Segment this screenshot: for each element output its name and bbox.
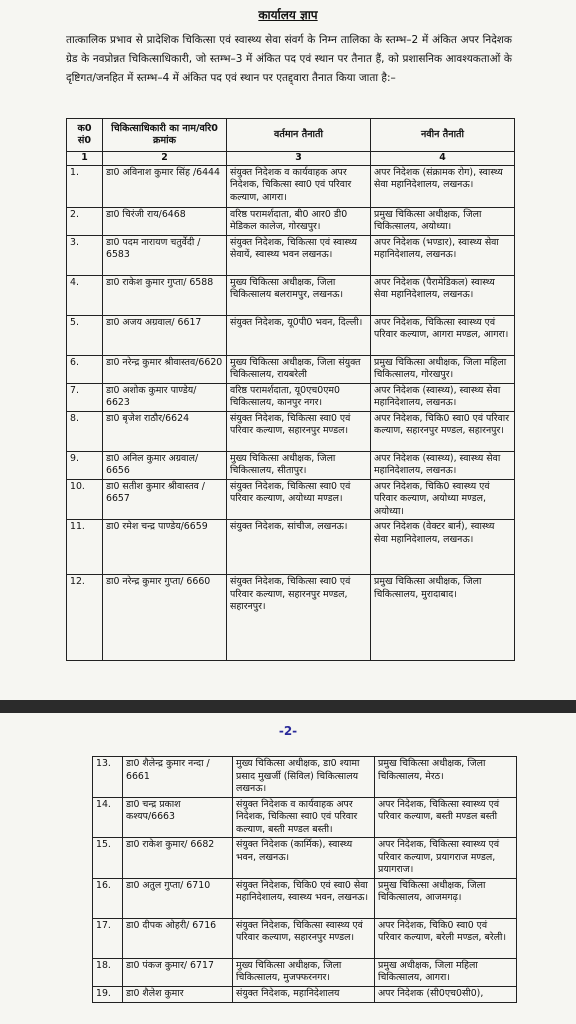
column-number: 1 [67,152,103,166]
cell-officer-name: डा0 राकेश कुमार गुप्ता/ 6588 [103,275,227,315]
table-body-page-1 [67,165,515,661]
table-row [67,383,515,411]
cell-current-posting: मुख्य चिकित्सा अधीक्षक, जिला संयुक्त चिकित्सालय, रायबरेली [227,355,371,383]
cell-officer-name: डा0 चन्द्र प्रकाश कश्यप/6663 [123,797,233,838]
table-row [67,235,515,275]
cell-serial-number: 19. [93,986,123,1002]
table-body-page-2 [93,757,517,1003]
cell-officer-name: डा0 चिरंजी राय/6468 [103,207,227,235]
cell-serial-number: 13. [93,757,123,798]
column-number: 4 [371,152,515,166]
cell-new-posting: अपर निदेशक, चिकि0 स्वा0 एवं परिवार कल्याण, सहारनपुर मण्डल, सहारनपुर। [371,411,515,451]
cell-new-posting: प्रमुख चिकित्सा अधीक्षक, जिला चिकित्सालय, मुरादाबाद। [371,575,515,661]
cell-serial-number: 14. [93,797,123,838]
cell-new-posting: अपर निदेशक (संक्रामक रोग), स्वास्थ्य सेवा महानिदेशालय, लखनऊ। [371,165,515,207]
table-row [93,958,517,986]
posting-table-page-2 [92,756,517,1003]
cell-new-posting: प्रमुख अधीक्षक, जिला महिला चिकित्सालय, आगरा। [375,958,517,986]
cell-new-posting: प्रमुख चिकित्सा अधीक्षक, जिला चिकित्सालय, आजमगढ़। [375,878,517,918]
cell-current-posting: संयुक्त निदेशक (कार्मिक), स्वास्थ्य भवन, लखनऊ। [233,838,375,879]
cell-current-posting: संयुक्त निदेशक व कार्यवाहक अपर निदेशक, चिकित्सा स्वा0 एवं परिवार कल्याण, बस्ती मण्डल बस्ती। [233,797,375,838]
cell-current-posting: संयुक्त निदेशक, महानिदेशालय [233,986,375,1002]
cell-current-posting: वरिष्ठ परामर्शदाता, बी0 आर0 डी0 मेडिकल कालेज, गोरखपुर। [227,207,371,235]
cell-serial-number: 12. [67,575,103,661]
cell-serial-number: 16. [93,878,123,918]
table-row [93,797,517,838]
cell-officer-name: डा0 अनिल कुमार अग्रवाल/ 6656 [103,451,227,479]
cell-current-posting: संयुक्त निदेशक, सांचीज, लखनऊ। [227,520,371,575]
cell-serial-number: 15. [93,838,123,879]
table-row [67,355,515,383]
cell-serial-number: 11. [67,520,103,575]
cell-current-posting: मुख्य चिकित्सा अधीक्षक, डा0 श्यामा प्रसाद मुखर्जी (सिविल) चिकित्सालय लखनऊ। [233,757,375,798]
cell-new-posting: अपर निदेशक, चिकित्सा स्वास्थ्य एवं परिवार कल्याण, बस्ती मण्डल बस्ती [375,797,517,838]
table-row [67,451,515,479]
cell-current-posting: संयुक्त निदेशक, चिकित्सा स्वा0 एवं परिवार कल्याण, सहारनपुर मण्डल। [227,411,371,451]
cell-current-posting: संयुक्त निदेशक, चिकित्सा स्वा0 एवं परिवार कल्याण, सहारनपुर मण्डल, सहारनपुर। [227,575,371,661]
cell-serial-number: 7. [67,383,103,411]
cell-new-posting: अपर निदेशक, चिकि0 स्वास्थ्य एवं परिवार कल्याण, अयोध्या मण्डल, अयोध्या। [371,479,515,520]
cell-current-posting: संयुक्त निदेशक, चिकित्सा स्वा0 एवं परिवार कल्याण, अयोध्या मण्डल। [227,479,371,520]
header-officer-name: चिकित्साधिकारी का नाम/वरि0 क्रमांक [103,119,227,152]
column-number-row [67,152,515,166]
table-row [67,165,515,207]
cell-serial-number: 2. [67,207,103,235]
table-row [93,838,517,879]
document-page-2 [0,713,576,1024]
cell-officer-name: डा0 दीपक ओहरी/ 6716 [123,918,233,958]
posting-table-page-1 [66,118,515,661]
cell-new-posting: अपर निदेशक, चिकि0 स्वा0 एवं परिवार कल्याण, बरेली मण्डल, बरेली। [375,918,517,958]
cell-officer-name: डा0 शैलेन्द्र कुमार नन्दा / 6661 [123,757,233,798]
cell-current-posting: मुख्य चिकित्सा अधीक्षक, जिला चिकित्सालय बलरामपुर, लखनऊ। [227,275,371,315]
table-row [93,878,517,918]
cell-serial-number: 8. [67,411,103,451]
table-row [93,757,517,798]
cell-new-posting: अपर निदेशक (भण्डार), स्वास्थ्य सेवा महानिदेशालय, लखनऊ। [371,235,515,275]
table-header-row [67,119,515,152]
cell-officer-name: डा0 सतीश कुमार श्रीवास्तव / 6657 [103,479,227,520]
cell-current-posting: संयुक्त निदेशक, चिकित्सा स्वास्थ्य एवं परिवार कल्याण, सहारनपुर मण्डल। [233,918,375,958]
cell-current-posting: मुख्य चिकित्सा अधीक्षक, जिला चिकित्सालय, सीतापुर। [227,451,371,479]
cell-officer-name: डा0 अतुल गुप्ता/ 6710 [123,878,233,918]
table-row [67,275,515,315]
column-number: 2 [103,152,227,166]
table-row [93,918,517,958]
cell-officer-name: डा0 नरेन्द्र कुमार गुप्ता/ 6660 [103,575,227,661]
cell-serial-number: 4. [67,275,103,315]
cell-current-posting: संयुक्त निदेशक, चिकि0 एवं स्वा0 सेवा महानिदेशालय, स्वास्थ्य भवन, लखनऊ। [233,878,375,918]
cell-serial-number: 1. [67,165,103,207]
table-row [67,479,515,520]
cell-new-posting: अपर निदेशक, चिकित्सा स्वास्थ्य एवं परिवार कल्याण, प्रयागराज मण्डल, प्रयागराज। [375,838,517,879]
cell-officer-name: डा0 नरेन्द्र कुमार श्रीवास्तव/6620 [103,355,227,383]
cell-new-posting: अपर निदेशक (वेक्टर बार्न), स्वास्थ्य सेवा महानिदेशालय, लखनऊ। [371,520,515,575]
cell-new-posting: प्रमुख चिकित्सा अधीक्षक, जिला महिला चिकित्सालय, गोरखपुर। [371,355,515,383]
table-row [67,520,515,575]
header-current-posting: वर्तमान तैनाती [227,119,371,152]
cell-officer-name: डा0 शैलेश कुमार [123,986,233,1002]
cell-serial-number: 10. [67,479,103,520]
column-number: 3 [227,152,371,166]
intro-paragraph: तात्कालिक प्रभाव से प्रादेशिक चिकित्सा एवं स्वास्थ्य सेवा संवर्ग के निम्न तालिका के स्तम्भ–2 में अंकित अपर निदेशक ग्रेड के नवप्रोन्नत चिकित्साधिकारी, जो स्तम्भ–3 में अंकित पद एवं स्थान पर तैनात हैं, को प्रशासनिक आवश्यकताओं के दृष्टिगत/जनहित में स्तम्भ–4 में अंकित पद एवं स्थान पर एतद्द्वारा तैनात किया जाता है:– [66,34,512,84]
cell-current-posting: संयुक्त निदेशक, यू0पी0 भवन, दिल्ली। [227,315,371,355]
cell-officer-name: डा0 पंकज कुमार/ 6717 [123,958,233,986]
cell-serial-number: 17. [93,918,123,958]
cell-serial-number: 18. [93,958,123,986]
cell-new-posting: प्रमुख चिकित्सा अधीक्षक, जिला चिकित्सालय, अयोध्या। [371,207,515,235]
cell-new-posting: अपर निदेशक (सी0एच0सी0), [375,986,517,1002]
cell-officer-name: डा0 अशोक कुमार पाण्डेय/ 6623 [103,383,227,411]
table-row [67,575,515,661]
page-number: -2- [278,724,298,738]
table-row [67,207,515,235]
cell-officer-name: डा0 रमेश चन्द्र पाण्डेय/6659 [103,520,227,575]
cell-current-posting: मुख्य चिकित्सा अधीक्षक, जिला चिकित्सालय, मुजफ्फरनगर। [233,958,375,986]
cell-officer-name: डा0 अविनाश कुमार सिंह /6444 [103,165,227,207]
cell-serial-number: 3. [67,235,103,275]
cell-current-posting: संयुक्त निदेशक, चिकित्सा एवं स्वास्थ्य सेवायें, स्वास्थ्य भवन लखनऊ। [227,235,371,275]
table-row [67,411,515,451]
table-row [67,315,515,355]
cell-new-posting: प्रमुख चिकित्सा अधीक्षक, जिला चिकित्सालय, मेरठ। [375,757,517,798]
cell-new-posting: अपर निदेशक (स्वास्थ्य), स्वास्थ्य सेवा महानिदेशालय, लखनऊ। [371,383,515,411]
cell-serial-number: 5. [67,315,103,355]
cell-new-posting: अपर निदेशक (पैरामेडिकल) स्वास्थ्य सेवा महानिदेशालय, लखनऊ। [371,275,515,315]
cell-current-posting: वरिष्ठ परामर्शदाता, यू0एच0एम0 चिकित्सालय, कानपुर नगर। [227,383,371,411]
cell-serial-number: 9. [67,451,103,479]
header-new-posting: नवीन तैनाती [371,119,515,152]
cell-new-posting: अपर निदेशक (स्वास्थ्य), स्वास्थ्य सेवा महानिदेशालय, लखनऊ। [371,451,515,479]
header-serial-number: क0 सं0 [67,119,103,152]
cell-new-posting: अपर निदेशक, चिकित्सा स्वास्थ्य एवं परिवार कल्याण, आगरा मण्डल, आगरा। [371,315,515,355]
cell-officer-name: डा0 राकेश कुमार/ 6682 [123,838,233,879]
office-memo-title: कार्यालय ज्ञाप [258,8,318,22]
cell-serial-number: 6. [67,355,103,383]
cell-current-posting: संयुक्त निदेशक व कार्यवाहक अपर निदेशक, चिकित्सा स्वा0 एवं परिवार कल्याण, आगरा। [227,165,371,207]
cell-officer-name: डा0 पदम नारायण चतुर्वेदी / 6583 [103,235,227,275]
table-row [93,986,517,1002]
cell-officer-name: डा0 बृजेश राठौर/6624 [103,411,227,451]
cell-officer-name: डा0 अजय अग्रवाल/ 6617 [103,315,227,355]
